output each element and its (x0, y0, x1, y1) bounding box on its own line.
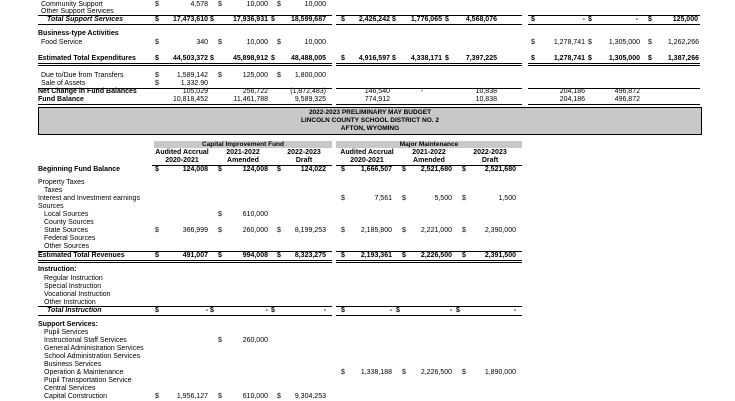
business-type-heading: Business-type Activities (38, 30, 119, 37)
cell-value: 10,000 (246, 39, 268, 46)
dollar-sign: $ (396, 307, 400, 314)
dollar-sign: $ (218, 227, 222, 234)
operation-maintenance-label: Operation & Maintenance (44, 369, 124, 376)
dollar-sign: $ (218, 252, 222, 259)
cell-value: 124,022 (300, 166, 326, 173)
dollar-sign: $ (341, 369, 345, 376)
est-total-exp-label: Estimated Total Expenditures (38, 55, 136, 62)
cell-value: 4,578 (190, 1, 208, 8)
dollar-sign: $ (271, 16, 275, 23)
dollar-sign: $ (155, 1, 159, 8)
dollar-sign: $ (531, 39, 535, 46)
dollar-sign: $ (341, 16, 345, 23)
total-support-label: Total Support Services (47, 16, 123, 23)
double-rule (336, 63, 522, 66)
cell-value: 1,305,000 (608, 39, 640, 46)
dollar-sign: $ (392, 55, 396, 62)
dollar-sign: $ (341, 195, 345, 202)
budget-banner (38, 107, 702, 135)
federal-sources-label: Federal Sources (44, 235, 96, 242)
cell-value: 496,872 (614, 88, 640, 95)
other-support-label: Other Support Services (41, 8, 114, 15)
major-fund-title: Major Maintenance (399, 141, 459, 148)
dollar-sign: $ (456, 307, 460, 314)
dollar-sign: $ (277, 72, 281, 79)
dollar-sign: $ (210, 55, 214, 62)
cell-value: 5,500 (434, 195, 452, 202)
transportation-label: Pupil Transportation Service (44, 377, 132, 384)
dollar-sign: $ (402, 252, 406, 259)
cell-value: 1,305,000 (608, 55, 640, 62)
cell-value: 260,000 (242, 337, 268, 344)
cell-value: 366,999 (182, 227, 208, 234)
banner-location: AFTON, WYOMING (340, 125, 400, 132)
column-header: 2021-2022 (226, 149, 260, 156)
dollar-sign: $ (155, 393, 159, 400)
rule (528, 104, 700, 105)
state-sources-label: State Sources (44, 227, 88, 234)
property-taxes-label: Property Taxes (38, 179, 85, 186)
column-header: Amended (227, 157, 259, 164)
regular-instruction-label: Regular Instruction (44, 275, 103, 282)
capital-construction-label: Capital Construction (44, 393, 108, 400)
cell-value: 2,221,000 (420, 227, 452, 234)
cell-value: 146,540 (364, 88, 390, 95)
banner-district: LINCOLN COUNTY SCHOOL DISTRICT NO. 2 (300, 117, 440, 124)
sale-assets-label: Sale of Assets (41, 80, 86, 87)
rule (38, 315, 332, 316)
dollar-sign: $ (462, 166, 466, 173)
cell-value: - (389, 307, 392, 314)
cell-value: 125,000 (242, 72, 268, 79)
cell-value: 45,898,912 (232, 55, 268, 62)
column-header: Audited Accrual (155, 149, 209, 156)
cell-value: 2,226,500 (420, 369, 452, 376)
cell-value: 8,199,253 (294, 227, 326, 234)
column-header: Draft (481, 157, 499, 164)
cell-value: 491,007 (182, 252, 208, 259)
interest-label: Interest and Investment earnings (38, 195, 140, 202)
cell-value: 2,521,680 (420, 166, 452, 173)
cell-value: - (265, 307, 268, 314)
dollar-sign: $ (271, 307, 275, 314)
cell-value: 125,000 (672, 16, 698, 23)
county-sources-label: County Sources (44, 219, 94, 226)
dollar-sign: $ (402, 369, 406, 376)
cell-value: 17,473,610 (172, 16, 208, 23)
total-instruction-label: Total Instruction (47, 307, 102, 314)
taxes-label: Taxes (44, 187, 63, 194)
cell-value: 1,776,065 (410, 16, 442, 23)
dollar-sign: $ (277, 393, 281, 400)
column-header: 2020-2021 (350, 157, 384, 164)
cell-value: 340 (196, 39, 208, 46)
dollar-sign: $ (218, 1, 222, 8)
cell-value: 1,500 (498, 195, 516, 202)
cell-value: 256,722 (242, 88, 268, 95)
fund-balance-label: Fund Balance (38, 96, 84, 103)
dollar-sign: $ (277, 252, 281, 259)
cell-value: 1,890,000 (484, 369, 516, 376)
dollar-sign: $ (277, 166, 281, 173)
dollar-sign: $ (277, 227, 281, 234)
dollar-sign: $ (341, 307, 345, 314)
cell-value: 1,666,507 (360, 166, 392, 173)
cell-value: 9,304,253 (294, 393, 326, 400)
cell-value: - (635, 16, 638, 23)
cell-value: 2,426,242 (358, 16, 390, 23)
dollar-sign: $ (462, 252, 466, 259)
dollar-sign: $ (341, 252, 345, 259)
cell-value: 1,338,188 (360, 369, 392, 376)
column-header: 2021-2022 (412, 149, 446, 156)
cell-value: 610,000 (242, 393, 268, 400)
dollar-sign: $ (155, 39, 159, 46)
cell-value: 1,278,741 (553, 55, 585, 62)
other-sources-label: Other Sources (44, 243, 90, 250)
cell-value: 124,008 (242, 166, 268, 173)
cell-value: 2,185,800 (360, 227, 392, 234)
rule (528, 24, 700, 25)
cell-value: - (582, 16, 585, 23)
cell-value: 1,956,127 (176, 393, 208, 400)
cell-value: 1,387,266 (667, 55, 699, 62)
community-support-label: Community Support (41, 1, 103, 8)
cell-value: 7,561 (374, 195, 392, 202)
dollar-sign: $ (402, 227, 406, 234)
double-rule (38, 63, 332, 66)
dollar-sign: $ (648, 16, 652, 23)
cell-value: 4,916,597 (358, 55, 390, 62)
dollar-sign: $ (341, 227, 345, 234)
cell-value: 105,029 (182, 88, 208, 95)
dollar-sign: $ (588, 16, 592, 23)
beginning-balance-label: Beginning Fund Balance (38, 166, 121, 173)
cell-value: 260,000 (242, 227, 268, 234)
dollar-sign: $ (155, 80, 159, 87)
cell-value: 1,278,741 (553, 39, 585, 46)
cell-value: 10,838 (475, 88, 497, 95)
dollar-sign: $ (462, 369, 466, 376)
school-admin-label: School Administration Services (44, 353, 141, 360)
cell-value: 2,521,680 (484, 166, 516, 173)
dollar-sign: $ (445, 55, 449, 62)
cell-value: 4,338,171 (410, 55, 442, 62)
cell-value: 2,391,500 (484, 252, 516, 259)
dollar-sign: $ (155, 227, 159, 234)
cell-value: 44,503,372 (172, 55, 208, 62)
dollar-sign: $ (218, 211, 222, 218)
rule (336, 315, 522, 316)
cell-value: 496,872 (614, 96, 640, 103)
cell-value: (1,872,483) (290, 88, 326, 95)
cell-value: 11,461,788 (233, 96, 268, 103)
sources-label: Sources (38, 203, 64, 210)
instruction-heading: Instruction: (38, 266, 77, 273)
dollar-sign: $ (218, 337, 222, 344)
dollar-sign: $ (648, 39, 652, 46)
dollar-sign: $ (218, 72, 222, 79)
cell-value: 2,226,500 (420, 252, 452, 259)
cell-value: 18,599,687 (290, 16, 326, 23)
cell-value: 48,488,005 (290, 55, 326, 62)
cell-value: - (205, 307, 208, 314)
banner-title: 2022-2023 PRELIMINARY MAY BUDGET (308, 109, 432, 116)
special-instruction-label: Special Instruction (44, 283, 102, 290)
cell-value: 124,008 (182, 166, 208, 173)
cell-value: 10,818,452 (172, 96, 208, 103)
other-instruction-label: Other Instruction (44, 299, 96, 306)
dollar-sign: $ (277, 39, 281, 46)
cell-value: 1,800,000 (294, 72, 326, 79)
cell-value: 994,008 (242, 252, 268, 259)
dollar-sign: $ (392, 16, 396, 23)
dollar-sign: $ (155, 252, 159, 259)
cell-value: 7,397,225 (465, 55, 497, 62)
dollar-sign: $ (155, 55, 159, 62)
cell-value: 204,186 (559, 96, 585, 103)
pupil-services-label: Pupil Services (44, 329, 89, 336)
dollar-sign: $ (341, 55, 345, 62)
cell-value: 9,589,325 (294, 96, 326, 103)
cell-value: - (513, 307, 516, 314)
column-header: 2020-2021 (165, 157, 199, 164)
column-header: Draft (295, 157, 313, 164)
dollar-sign: $ (210, 307, 214, 314)
dollar-sign: $ (648, 55, 652, 62)
cell-value: 17,936,931 (232, 16, 268, 23)
rule (336, 306, 522, 307)
double-rule (38, 260, 332, 263)
cell-value: 2,390,000 (484, 227, 516, 234)
rule (38, 24, 332, 25)
cell-value: 4,568,076 (465, 16, 497, 23)
dollar-sign: $ (445, 16, 449, 23)
cell-value: 10,838 (475, 96, 497, 103)
cell-value: 10,000 (246, 1, 268, 8)
capital-fund-title: Capital Improvement Fund (202, 141, 284, 148)
dollar-sign: $ (531, 55, 535, 62)
net-change-label: Net Change in Fund Balances (38, 88, 137, 95)
double-rule (528, 63, 700, 66)
dollar-sign: $ (588, 39, 592, 46)
dollar-sign: $ (218, 166, 222, 173)
est-total-rev-label: Estimated Total Revenues (38, 252, 125, 259)
column-header: 2022-2023 (287, 149, 321, 156)
column-header: 2022-2023 (473, 149, 507, 156)
cell-value: - (449, 307, 452, 314)
cell-value: 10,000 (304, 39, 326, 46)
support-heading: Support Services: (38, 321, 98, 328)
local-sources-label: Local Sources (44, 211, 89, 218)
rule (336, 104, 522, 105)
rule (38, 104, 332, 105)
dollar-sign: $ (155, 166, 159, 173)
dollar-sign: $ (155, 72, 159, 79)
central-services-label: Central Services (44, 385, 96, 392)
double-rule (336, 260, 522, 263)
dollar-sign: $ (402, 166, 406, 173)
cell-value: 10,000 (304, 1, 326, 8)
dollar-sign: $ (218, 39, 222, 46)
dollar-sign: $ (210, 16, 214, 23)
vocational-instruction-label: Vocational Instruction (44, 291, 111, 298)
cell-value: 1,262,266 (667, 39, 699, 46)
rule (336, 24, 522, 25)
dollar-sign: $ (271, 55, 275, 62)
dollar-sign: $ (531, 16, 535, 23)
cell-value: - (323, 307, 326, 314)
cell-value: - (420, 88, 424, 95)
dollar-sign: $ (462, 195, 466, 202)
column-header: Amended (413, 157, 445, 164)
gen-admin-label: General Administration Services (44, 345, 144, 352)
column-header: Audited Accrual (340, 149, 394, 156)
cell-value: 1,589,142 (176, 72, 208, 79)
cell-value: 774,912 (364, 96, 390, 103)
instr-staff-label: Instructional Staff Services (44, 337, 127, 344)
dollar-sign: $ (588, 55, 592, 62)
food-service-label: Food Service (41, 39, 83, 46)
cell-value: 1,332.90 (180, 80, 208, 87)
dollar-sign: $ (462, 227, 466, 234)
cell-value: 204,186 (559, 88, 585, 95)
dollar-sign: $ (277, 1, 281, 8)
dollar-sign: $ (155, 16, 159, 23)
dollar-sign: $ (341, 166, 345, 173)
cell-value: 610,000 (242, 211, 268, 218)
cell-value: 2,193,361 (360, 252, 392, 259)
business-services-label: Business Services (44, 361, 102, 368)
dollar-sign: $ (402, 195, 406, 202)
dollar-sign: $ (155, 307, 159, 314)
due-to-from-label: Due to/Due from Transfers (41, 72, 124, 79)
dollar-sign: $ (218, 393, 222, 400)
cell-value: 8,323,275 (294, 252, 326, 259)
